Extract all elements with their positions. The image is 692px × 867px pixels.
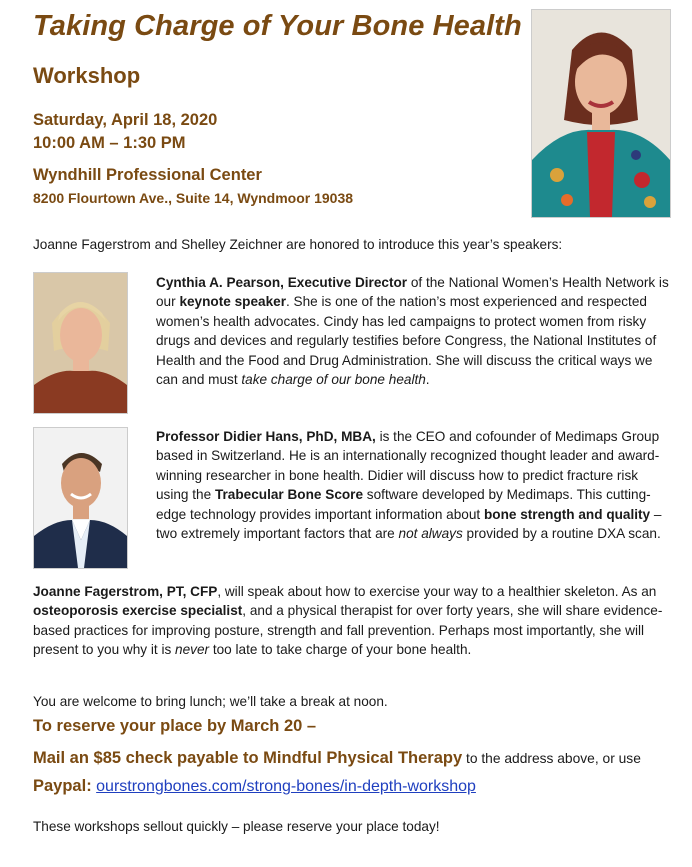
tbs-label: Trabecular Bone Score [214, 487, 364, 503]
hans-emphasis: not always [398, 526, 463, 542]
speaker-photo-pearson [33, 272, 128, 414]
event-date: Saturday, April 18, 2020 [33, 111, 218, 129]
pearson-emphasis: take charge of our bone health [241, 372, 426, 388]
pearson-text-2: . She is one of the nation’s most experienced and respected women’s health advocates. Cindy has led campaigns to protect women from risky drugs and devices and regularly testifies before Congress, the National Institutes of Health and the Food and Drug Administration. She will discuss the critical ways we can and must [156, 294, 657, 388]
fagerstrom-emphasis: never [175, 642, 210, 658]
venue-name: Wyndhill Professional Center [33, 166, 262, 184]
hans-text-4: provided by a routine DXA scan. [462, 526, 661, 542]
reserve-heading: To reserve your place by March 20 – [33, 717, 317, 735]
fagerstrom-text-2: , and a physical therapist for over forty years, she will share evidence-based practices for improving posture, strength and fall prevention. Perhaps most importantly, she will present to you why it is [33, 603, 663, 658]
closing-note: These workshops sellout quickly – please reserve your place today! [33, 819, 440, 834]
specialist-label: osteoporosis exercise specialist [33, 603, 243, 619]
hans-text-3: – two extremely important factors that are [156, 506, 662, 542]
speaker-photo-hans [33, 427, 128, 569]
bone-strength-label: bone strength and quality [483, 506, 651, 522]
event-time: 10:00 AM – 1:30 PM [33, 134, 186, 152]
pearson-text-1: of the National Women’s Health Network is our [156, 275, 669, 310]
mail-check-text: Mail an $85 check payable to Mindful Physical Therapy [33, 749, 463, 767]
paypal-label: Paypal: [33, 777, 92, 795]
mail-instructions [33, 749, 683, 768]
paypal-line [33, 777, 476, 796]
speaker-photo-fagerstrom [531, 9, 671, 218]
pearson-name-title: Cynthia A. Pearson, Executive Director [156, 275, 408, 290]
paypal-link[interactable]: ourstrongbones.com/strong-bones/in-depth-workshop [96, 778, 476, 795]
mail-rest-text: to the address above, or use [462, 751, 641, 766]
intro-text: Joanne Fagerstrom and Shelley Zeichner are honored to introduce this year’s speakers: [33, 237, 563, 252]
speaker-bio-hans [156, 427, 671, 543]
event-datetime [33, 109, 217, 155]
speaker-bio-fagerstrom [33, 582, 673, 660]
hans-text-1: is the CEO and cofounder of Medimaps Group based in Switzerland. He is an internationally recognized thought leader and award-winning researcher in bone health. Didier will discuss how to predict fracture risk using the [156, 429, 660, 503]
hans-text-2: software developed by Medimaps. This cutting-edge technology provides important information about [156, 487, 651, 522]
pearson-text-3: . [425, 372, 430, 388]
fagerstrom-text-3: too late to take charge of your bone health. [209, 642, 472, 658]
fagerstrom-name-title: Joanne Fagerstrom, PT, CFP [33, 584, 218, 599]
workshop-subtitle: Workshop [33, 63, 141, 88]
speaker-bio-pearson [156, 273, 671, 389]
page-title: Taking Charge of Your Bone Health [33, 10, 522, 42]
fagerstrom-text-1: , will speak about how to exercise your way to a healthier skeleton. As an [217, 584, 657, 599]
keynote-label: keynote speaker [179, 294, 286, 310]
lunch-note: You are welcome to bring lunch; we’ll take a break at noon. [33, 694, 388, 709]
venue-address: 8200 Flourtown Ave., Suite 14, Wyndmoor 19038 [33, 190, 354, 206]
hans-name-title: Professor Didier Hans, PhD, MBA, [156, 429, 376, 444]
